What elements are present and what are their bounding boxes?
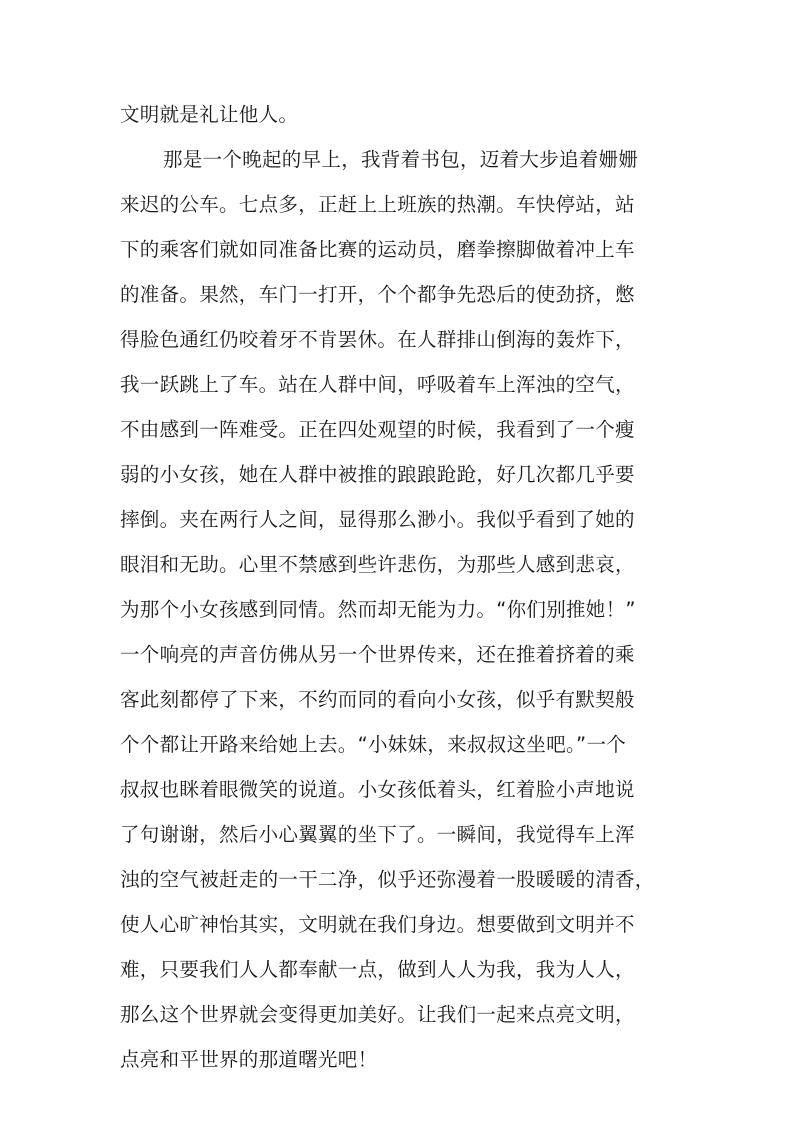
text-line: 来迟的公车。七点多，正赶上上班族的热潮。车快停站，站	[120, 193, 635, 216]
text-line: 眼泪和无助。心里不禁感到些许悲伤，为那些人感到悲哀，	[120, 553, 635, 576]
text-line: 客此刻都停了下来，不约而同的看向小女孩，似乎有默契般	[120, 688, 635, 711]
text-line: 一个响亮的声音仿佛从另一个世界传来，还在推着挤着的乘	[120, 643, 635, 666]
text-line: 个个都让开路来给她上去。“小妹妹，来叔叔这坐吧。”一个	[120, 733, 627, 756]
text-line: 下的乘客们就如同准备比赛的运动员，磨拳擦脚做着冲上车	[120, 238, 635, 261]
text-line: 摔倒。夹在两行人之间，显得那么渺小。我似乎看到了她的	[120, 508, 635, 531]
text-line: 难，只要我们人人都奉献一点，做到人人为我，我为人人，	[120, 958, 635, 981]
text-line: 点亮和平世界的那道曙光吧！	[120, 1048, 378, 1071]
text-line: 浊的空气被赶走的一干二净，似乎还弥漫着一股暖暖的清香，	[120, 868, 655, 891]
text-line: 不由感到一阵难受。正在四处观望的时候，我看到了一个瘦	[120, 418, 635, 441]
text-line: 的准备。果然，车门一打开，个个都争先恐后的使劲挤，憋	[120, 283, 635, 306]
text-line: 为那个小女孩感到同情。然而却无能为力。“你们别推她！”	[120, 598, 636, 621]
text-line: 得脸色通红仍咬着牙不肯罢休。在人群排山倒海的轰炸下，	[120, 328, 635, 351]
text-line: 那是一个晚起的早上，我背着书包，迈着大步追着姗姗	[163, 148, 639, 171]
text-line: 使人心旷神怡其实，文明就在我们身边。想要做到文明并不	[120, 913, 635, 936]
text-line: 了句谢谢，然后小心翼翼的坐下了。一瞬间，我觉得车上浑	[120, 823, 635, 846]
text-line: 文明就是礼让他人。	[120, 103, 299, 126]
text-line: 那么这个世界就会变得更加美好。让我们一起来点亮文明，	[120, 1003, 635, 1026]
text-line: 弱的小女孩，她在人群中被推的踉踉跄跄，好几次都几乎要	[120, 463, 635, 486]
text-line: 叔叔也眯着眼微笑的说道。小女孩低着头，红着脸小声地说	[120, 778, 635, 801]
text-line: 我一跃跳上了车。站在人群中间，呼吸着车上浑浊的空气，	[120, 373, 635, 396]
